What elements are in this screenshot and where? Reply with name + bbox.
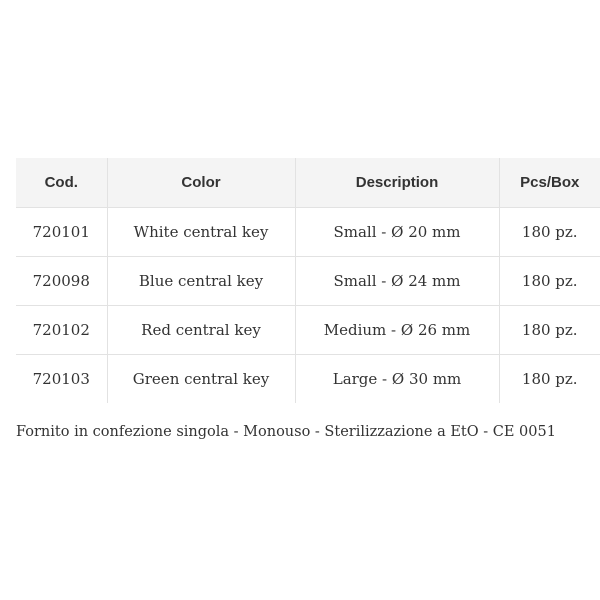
cell-color: White central key xyxy=(107,208,295,257)
cell-code: 720102 xyxy=(16,306,107,355)
cell-code: 720103 xyxy=(16,355,107,404)
footer-note: Fornito in confezione singola - Monouso - Sterilizzazione a EtO - CE 0051 xyxy=(16,424,556,440)
cell-pcs-box: 180 pz. xyxy=(499,208,600,257)
cell-description: Medium - Ø 26 mm xyxy=(295,306,499,355)
table-row xyxy=(16,355,600,404)
table-row xyxy=(16,306,600,355)
table-header-row xyxy=(16,158,600,208)
header-color: Color xyxy=(107,158,295,208)
cell-pcs-box: 180 pz. xyxy=(521,370,578,388)
cell-code: 720101 xyxy=(16,208,107,257)
product-table xyxy=(16,158,600,403)
cell-code: 720098 xyxy=(16,257,107,306)
cell-color: Blue central key xyxy=(107,257,295,306)
header-code: Cod. xyxy=(16,158,107,208)
header-description: Description xyxy=(295,158,499,208)
cell-description: Large - Ø 30 mm xyxy=(295,355,499,404)
cell-color: Red central key xyxy=(107,306,295,355)
cell-pcs-box: 180 pz. xyxy=(499,306,600,355)
cell-description: Small - Ø 24 mm xyxy=(295,257,499,306)
cell-color: Green central key xyxy=(107,355,295,404)
header-pcs-box: Pcs/Box xyxy=(499,158,600,208)
table-row xyxy=(16,208,600,257)
cell-pcs-box: 180 pz. xyxy=(499,257,600,306)
cell-description: Small - Ø 20 mm xyxy=(295,208,499,257)
table-row xyxy=(16,257,600,306)
